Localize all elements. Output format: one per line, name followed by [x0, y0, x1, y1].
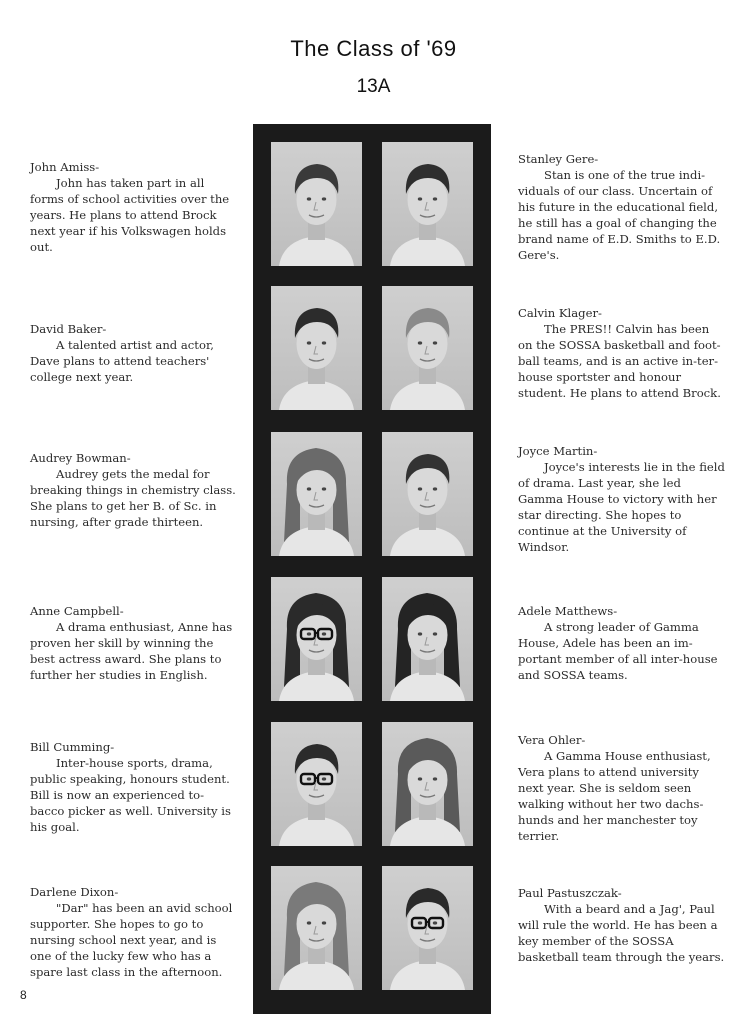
page-number: 8	[20, 988, 27, 1002]
student-bio: A talented artist and actor, Dave plans to attend teachers' college next year.	[30, 338, 214, 384]
student-name: Vera Ohler-	[518, 733, 586, 747]
portrait-icon	[382, 866, 473, 990]
student-portrait	[382, 142, 473, 266]
portrait-icon	[382, 286, 473, 410]
bio-darlene-dixon	[30, 884, 238, 980]
student-portrait	[382, 577, 473, 701]
portrait-icon	[382, 142, 473, 266]
photo-strip	[253, 124, 491, 1014]
student-portrait	[271, 866, 362, 990]
student-name: Bill Cumming-	[30, 740, 115, 754]
student-name: Anne Campbell-	[30, 604, 124, 618]
student-bio: A drama enthusiast, Anne has proven her skill by winning the best actress award. She plans to further her studies in English.	[30, 620, 233, 682]
student-bio: Inter-house sports, drama, public speaking, honours student. Bill is now an experienced to-bacco picker as well. University is his goal.	[30, 756, 231, 834]
portrait-icon	[382, 577, 473, 701]
student-portrait	[271, 142, 362, 266]
student-name: Calvin Klager-	[518, 306, 602, 320]
student-portrait	[271, 432, 362, 556]
bio-paul-pastuszczak	[518, 885, 726, 965]
portrait-icon	[271, 432, 362, 556]
student-name: Joyce Martin-	[518, 444, 598, 458]
student-bio: Audrey gets the medal for breaking things in chemistry class. She plans to get her B. of Sc. in nursing, after grade thirteen.	[30, 467, 236, 529]
page-title: The Class of '69	[290, 36, 457, 61]
student-name: Darlene Dixon-	[30, 885, 119, 899]
class-section: 13A	[356, 76, 391, 97]
student-name: Stanley Gere-	[518, 152, 599, 166]
bio-adele-matthews	[518, 603, 726, 683]
student-name: David Baker-	[30, 322, 107, 336]
student-portrait	[271, 722, 362, 846]
bio-anne-campbell	[30, 603, 238, 683]
student-portrait	[382, 866, 473, 990]
student-name: Adele Matthews-	[518, 604, 618, 618]
bio-audrey-bowman	[30, 450, 238, 530]
portrait-icon	[271, 286, 362, 410]
portrait-icon	[382, 722, 473, 846]
portrait-icon	[271, 866, 362, 990]
bio-john-amiss	[30, 159, 238, 255]
student-name: John Amiss-	[30, 160, 100, 174]
student-bio: Joyce's interests lie in the field of drama. Last year, she led Gamma House to victory with her star directing. She hopes to continue at the University of Windsor.	[518, 460, 725, 554]
bio-stanley-gere	[518, 151, 726, 263]
student-bio: Stan is one of the true indi-viduals of our class. Uncertain of his future in the educational field, he still has a goal of changing the brand name of E.D. Smiths to E.D. Gere's.	[518, 168, 721, 262]
student-portrait	[271, 577, 362, 701]
bio-joyce-martin	[518, 443, 726, 555]
bio-david-baker	[30, 321, 238, 385]
student-bio: "Dar" has been an avid school supporter. She hopes to go to nursing school next year, and is one of the lucky few who has a spare last class in the afternoon.	[30, 901, 233, 979]
student-bio: With a beard and a Jag', Paul will rule the world. He has been a key member of the SOSSA basketball team through the years.	[518, 902, 725, 964]
bio-calvin-klager	[518, 305, 726, 401]
portrait-icon	[271, 722, 362, 846]
student-bio: John has taken part in all forms of school activities over the years. He plans to attend Brock next year if his Volkswagen holds out.	[30, 176, 230, 254]
student-portrait	[382, 722, 473, 846]
student-portrait	[271, 286, 362, 410]
student-portrait	[382, 286, 473, 410]
student-name: Audrey Bowman-	[30, 451, 131, 465]
bio-bill-cumming	[30, 739, 238, 835]
student-name: Paul Pastuszczak-	[518, 886, 622, 900]
student-bio: A strong leader of Gamma House, Adele has been an im-portant member of all inter-house and SOSSA teams.	[518, 620, 718, 682]
bio-vera-ohler	[518, 732, 726, 844]
student-bio: A Gamma House enthusiast, Vera plans to attend university next year. She is seldom seen walking without her two dachs-hunds and her manchester toy terrier.	[518, 749, 711, 843]
portrait-icon	[271, 577, 362, 701]
portrait-icon	[382, 432, 473, 556]
student-portrait	[382, 432, 473, 556]
student-bio: The PRES!! Calvin has been on the SOSSA basketball and foot-ball teams, and is an active in-ter-house sportster and honour student. He plans to attend Brock.	[518, 322, 721, 400]
portrait-icon	[271, 142, 362, 266]
